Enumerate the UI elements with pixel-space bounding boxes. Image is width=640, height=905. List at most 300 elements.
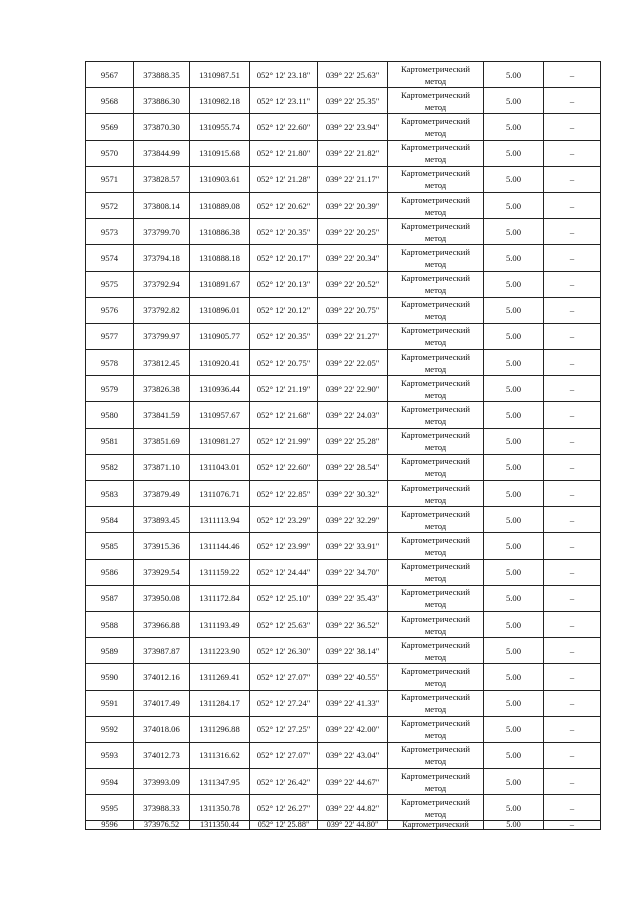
method-line: метод (424, 154, 447, 165)
longitude-cell: 039° 22' 24.03" (318, 402, 388, 428)
y-coordinate-cell: 1310896.01 (190, 297, 250, 323)
longitude-cell: 039° 22' 33.91" (318, 533, 388, 559)
longitude-cell: 039° 22' 41.33" (318, 690, 388, 716)
y-coordinate-cell: 1311269.41 (190, 664, 250, 690)
y-coordinate-cell: 1311350.78 (190, 795, 250, 821)
accuracy-cell: 5.00 (484, 533, 544, 559)
latitude-cell: 052° 12' 27.24" (250, 690, 318, 716)
table-row (86, 376, 601, 402)
y-coordinate-cell: 1311350.44 (190, 821, 250, 830)
y-coordinate-cell: 1311284.17 (190, 690, 250, 716)
table-row (86, 559, 601, 585)
table-row (86, 297, 601, 323)
method-cell (388, 795, 484, 821)
method-line: метод (424, 651, 447, 662)
longitude-cell: 039° 22' 20.52" (318, 271, 388, 297)
method-line: Картометрический (401, 168, 470, 179)
note-cell: – (544, 716, 601, 742)
point-number-cell: 9583 (86, 481, 134, 507)
method-line: Картометрический (401, 456, 470, 467)
latitude-cell: 052° 12' 21.80" (250, 140, 318, 166)
y-coordinate-cell: 1310889.08 (190, 192, 250, 218)
y-coordinate-cell: 1311172.84 (190, 585, 250, 611)
method-line: метод (424, 730, 447, 741)
method-line: Картометрический (401, 299, 470, 310)
y-coordinate-cell: 1311296.88 (190, 716, 250, 742)
longitude-cell: 039° 22' 22.05" (318, 350, 388, 376)
note-cell: – (544, 454, 601, 480)
note-cell: – (544, 402, 601, 428)
method-line: метод (424, 416, 447, 427)
accuracy-cell: 5.00 (484, 559, 544, 585)
x-coordinate-cell: 374018.06 (134, 716, 190, 742)
method-cell (388, 245, 484, 271)
x-coordinate-cell: 373844.99 (134, 140, 190, 166)
method-cell (388, 821, 484, 830)
latitude-cell: 052° 12' 21.28" (250, 166, 318, 192)
y-coordinate-cell: 1311144.46 (190, 533, 250, 559)
latitude-cell: 052° 12' 20.12" (250, 297, 318, 323)
note-cell: – (544, 219, 601, 245)
latitude-cell: 052° 12' 22.60" (250, 454, 318, 480)
point-number-cell: 9573 (86, 219, 134, 245)
table-row (86, 795, 601, 821)
latitude-cell: 052° 12' 23.18" (250, 62, 318, 88)
method-cell (388, 664, 484, 690)
method-line: Картометрический (401, 561, 470, 572)
accuracy-cell: 5.00 (484, 664, 544, 690)
latitude-cell: 052° 12' 27.07" (250, 664, 318, 690)
accuracy-cell: 5.00 (484, 192, 544, 218)
latitude-cell: 052° 12' 23.99" (250, 533, 318, 559)
method-line: Картометрический (401, 718, 470, 729)
table-row (86, 245, 601, 271)
note-cell: – (544, 245, 601, 271)
point-number-cell: 9580 (86, 402, 134, 428)
method-cell (388, 271, 484, 297)
method-line: Картометрический (401, 351, 470, 362)
method-line: метод (424, 363, 447, 374)
latitude-cell: 052° 12' 22.60" (250, 114, 318, 140)
method-line: метод (424, 494, 447, 505)
y-coordinate-cell: 1311076.71 (190, 481, 250, 507)
method-line: Картометрический (401, 534, 470, 545)
note-cell: – (544, 428, 601, 454)
note-cell: – (544, 350, 601, 376)
longitude-cell: 039° 22' 21.82" (318, 140, 388, 166)
accuracy-cell: 5.00 (484, 795, 544, 821)
coordinates-table (85, 61, 601, 830)
latitude-cell: 052° 12' 20.35" (250, 219, 318, 245)
accuracy-cell: 5.00 (484, 323, 544, 349)
y-coordinate-cell: 1311223.90 (190, 638, 250, 664)
method-line: Картометрический (401, 194, 470, 205)
method-line: Картометрический (401, 796, 470, 807)
method-line: метод (424, 337, 447, 348)
note-cell: – (544, 664, 601, 690)
latitude-cell: 052° 12' 20.35" (250, 323, 318, 349)
x-coordinate-cell: 373988.33 (134, 795, 190, 821)
latitude-cell: 052° 12' 26.27" (250, 795, 318, 821)
table-row (86, 271, 601, 297)
method-line: метод (424, 127, 447, 138)
method-line: Картометрический (401, 220, 470, 231)
point-number-cell: 9590 (86, 664, 134, 690)
latitude-cell: 052° 12' 27.25" (250, 716, 318, 742)
y-coordinate-cell: 1311316.62 (190, 742, 250, 768)
table-body (86, 62, 601, 830)
x-coordinate-cell: 373888.35 (134, 62, 190, 88)
note-cell: – (544, 559, 601, 585)
point-number-cell: 9592 (86, 716, 134, 742)
method-line: метод (424, 756, 447, 767)
longitude-cell: 039° 22' 34.70" (318, 559, 388, 585)
latitude-cell: 052° 12' 21.19" (250, 376, 318, 402)
y-coordinate-cell: 1310903.61 (190, 166, 250, 192)
table-row (86, 664, 601, 690)
note-cell: – (544, 166, 601, 192)
point-number-cell: 9570 (86, 140, 134, 166)
longitude-cell: 039° 22' 21.17" (318, 166, 388, 192)
method-line: Картометрический (401, 587, 470, 598)
longitude-cell: 039° 22' 21.27" (318, 323, 388, 349)
point-number-cell: 9589 (86, 638, 134, 664)
method-cell (388, 62, 484, 88)
method-line: метод (424, 285, 447, 296)
longitude-cell: 039° 22' 25.63" (318, 62, 388, 88)
x-coordinate-cell: 374012.16 (134, 664, 190, 690)
method-line: метод (424, 75, 447, 86)
method-line: метод (424, 206, 447, 217)
method-cell (388, 716, 484, 742)
point-number-cell: 9569 (86, 114, 134, 140)
note-cell: – (544, 769, 601, 795)
method-cell (388, 742, 484, 768)
accuracy-cell: 5.00 (484, 690, 544, 716)
x-coordinate-cell: 373893.45 (134, 507, 190, 533)
latitude-cell: 052° 12' 20.13" (250, 271, 318, 297)
note-cell: – (544, 192, 601, 218)
y-coordinate-cell: 1310955.74 (190, 114, 250, 140)
point-number-cell: 9571 (86, 166, 134, 192)
method-cell (388, 454, 484, 480)
y-coordinate-cell: 1310888.18 (190, 245, 250, 271)
method-line: Картометрический (401, 377, 470, 388)
latitude-cell: 052° 12' 27.07" (250, 742, 318, 768)
table-row (86, 769, 601, 795)
point-number-cell: 9596 (86, 821, 134, 830)
table-row (86, 742, 601, 768)
table-row (86, 192, 601, 218)
note-cell: – (544, 376, 601, 402)
point-number-cell: 9582 (86, 454, 134, 480)
y-coordinate-cell: 1310981.27 (190, 428, 250, 454)
accuracy-cell: 5.00 (484, 140, 544, 166)
accuracy-cell: 5.00 (484, 376, 544, 402)
method-cell (388, 192, 484, 218)
x-coordinate-cell: 373987.87 (134, 638, 190, 664)
accuracy-cell: 5.00 (484, 821, 544, 830)
table-row (86, 166, 601, 192)
accuracy-cell: 5.00 (484, 62, 544, 88)
accuracy-cell: 5.00 (484, 114, 544, 140)
point-number-cell: 9595 (86, 795, 134, 821)
note-cell: – (544, 271, 601, 297)
method-line: Картометрический (401, 246, 470, 257)
table-row (86, 481, 601, 507)
method-cell (388, 559, 484, 585)
note-cell: – (544, 297, 601, 323)
method-line: метод (424, 573, 447, 584)
longitude-cell: 039° 22' 20.75" (318, 297, 388, 323)
x-coordinate-cell: 373871.10 (134, 454, 190, 480)
point-number-cell: 9588 (86, 611, 134, 637)
point-number-cell: 9594 (86, 769, 134, 795)
x-coordinate-cell: 374017.49 (134, 690, 190, 716)
table-row (86, 323, 601, 349)
longitude-cell: 039° 22' 42.00" (318, 716, 388, 742)
point-number-cell: 9593 (86, 742, 134, 768)
x-coordinate-cell: 373792.94 (134, 271, 190, 297)
note-cell: – (544, 323, 601, 349)
method-line: метод (424, 546, 447, 557)
point-number-cell: 9572 (86, 192, 134, 218)
method-cell (388, 166, 484, 192)
point-number-cell: 9587 (86, 585, 134, 611)
y-coordinate-cell: 1310920.41 (190, 350, 250, 376)
method-line: Картометрический (401, 325, 470, 336)
point-number-cell: 9578 (86, 350, 134, 376)
table-row (86, 821, 601, 830)
method-line: метод (424, 180, 447, 191)
method-line: метод (424, 520, 447, 531)
method-cell (388, 481, 484, 507)
y-coordinate-cell: 1311113.94 (190, 507, 250, 533)
note-cell: – (544, 795, 601, 821)
method-cell (388, 114, 484, 140)
point-number-cell: 9568 (86, 88, 134, 114)
latitude-cell: 052° 12' 25.63" (250, 611, 318, 637)
table-row (86, 350, 601, 376)
x-coordinate-cell: 373851.69 (134, 428, 190, 454)
longitude-cell: 039° 22' 44.80" (318, 821, 388, 830)
point-number-cell: 9576 (86, 297, 134, 323)
method-cell (388, 297, 484, 323)
note-cell: – (544, 481, 601, 507)
y-coordinate-cell: 1310886.38 (190, 219, 250, 245)
x-coordinate-cell: 374012.73 (134, 742, 190, 768)
latitude-cell: 052° 12' 25.10" (250, 585, 318, 611)
method-line: Картометрический (401, 665, 470, 676)
table-row (86, 88, 601, 114)
accuracy-cell: 5.00 (484, 297, 544, 323)
point-number-cell: 9585 (86, 533, 134, 559)
method-line: Картометрический (401, 770, 470, 781)
x-coordinate-cell: 373841.59 (134, 402, 190, 428)
accuracy-cell: 5.00 (484, 350, 544, 376)
longitude-cell: 039° 22' 30.32" (318, 481, 388, 507)
longitude-cell: 039° 22' 20.39" (318, 192, 388, 218)
note-cell: – (544, 690, 601, 716)
method-cell (388, 350, 484, 376)
table-row (86, 114, 601, 140)
note-cell: – (544, 114, 601, 140)
method-line: Картометрический (401, 404, 470, 415)
x-coordinate-cell: 373966.88 (134, 611, 190, 637)
point-number-cell: 9567 (86, 62, 134, 88)
method-line: Картометрический (401, 744, 470, 755)
point-number-cell: 9577 (86, 323, 134, 349)
note-cell: – (544, 62, 601, 88)
method-line: метод (424, 782, 447, 793)
method-cell (388, 219, 484, 245)
table-row (86, 638, 601, 664)
x-coordinate-cell: 373976.52 (134, 821, 190, 830)
accuracy-cell: 5.00 (484, 481, 544, 507)
table-row (86, 716, 601, 742)
x-coordinate-cell: 373812.45 (134, 350, 190, 376)
method-line: Картометрический (401, 273, 470, 284)
longitude-cell: 039° 22' 25.28" (318, 428, 388, 454)
method-cell (388, 638, 484, 664)
longitude-cell: 039° 22' 38.14" (318, 638, 388, 664)
method-cell (388, 428, 484, 454)
x-coordinate-cell: 373826.38 (134, 376, 190, 402)
longitude-cell: 039° 22' 20.25" (318, 219, 388, 245)
latitude-cell: 052° 12' 20.75" (250, 350, 318, 376)
y-coordinate-cell: 1311043.01 (190, 454, 250, 480)
method-cell (388, 140, 484, 166)
longitude-cell: 039° 22' 23.94" (318, 114, 388, 140)
method-line: Картометрический (401, 63, 470, 74)
y-coordinate-cell: 1310987.51 (190, 62, 250, 88)
y-coordinate-cell: 1310905.77 (190, 323, 250, 349)
method-line: метод (424, 677, 447, 688)
accuracy-cell: 5.00 (484, 402, 544, 428)
latitude-cell: 052° 12' 21.68" (250, 402, 318, 428)
y-coordinate-cell: 1311193.49 (190, 611, 250, 637)
note-cell: – (544, 742, 601, 768)
method-cell (388, 769, 484, 795)
method-cell (388, 585, 484, 611)
table-row (86, 454, 601, 480)
method-line: метод (424, 442, 447, 453)
accuracy-cell: 5.00 (484, 585, 544, 611)
longitude-cell: 039° 22' 35.43" (318, 585, 388, 611)
accuracy-cell: 5.00 (484, 454, 544, 480)
method-line: метод (424, 258, 447, 269)
method-cell (388, 690, 484, 716)
method-line: Картометрический (401, 508, 470, 519)
point-number-cell: 9575 (86, 271, 134, 297)
method-line: Картометрический (401, 613, 470, 624)
accuracy-cell: 5.00 (484, 219, 544, 245)
point-number-cell: 9574 (86, 245, 134, 271)
x-coordinate-cell: 373929.54 (134, 559, 190, 585)
accuracy-cell: 5.00 (484, 716, 544, 742)
y-coordinate-cell: 1310915.68 (190, 140, 250, 166)
table-row (86, 585, 601, 611)
y-coordinate-cell: 1311159.22 (190, 559, 250, 585)
point-number-cell: 9584 (86, 507, 134, 533)
note-cell: – (544, 533, 601, 559)
note-cell: – (544, 507, 601, 533)
method-line: метод (424, 101, 447, 112)
accuracy-cell: 5.00 (484, 742, 544, 768)
method-line: метод (424, 704, 447, 715)
method-cell (388, 402, 484, 428)
longitude-cell: 039° 22' 20.34" (318, 245, 388, 271)
x-coordinate-cell: 373808.14 (134, 192, 190, 218)
accuracy-cell: 5.00 (484, 428, 544, 454)
longitude-cell: 039° 22' 36.52" (318, 611, 388, 637)
longitude-cell: 039° 22' 44.67" (318, 769, 388, 795)
latitude-cell: 052° 12' 24.44" (250, 559, 318, 585)
accuracy-cell: 5.00 (484, 271, 544, 297)
latitude-cell: 052° 12' 20.17" (250, 245, 318, 271)
table-row (86, 611, 601, 637)
y-coordinate-cell: 1311347.95 (190, 769, 250, 795)
method-cell (388, 88, 484, 114)
table-row (86, 533, 601, 559)
point-number-cell: 9579 (86, 376, 134, 402)
method-line: Картометрический (401, 115, 470, 126)
method-line: Картометрический (402, 820, 469, 830)
latitude-cell: 052° 12' 21.99" (250, 428, 318, 454)
x-coordinate-cell: 373950.08 (134, 585, 190, 611)
latitude-cell: 052° 12' 23.29" (250, 507, 318, 533)
method-cell (388, 507, 484, 533)
table-row (86, 219, 601, 245)
latitude-cell: 052° 12' 20.62" (250, 192, 318, 218)
table-row (86, 428, 601, 454)
method-line: метод (424, 625, 447, 636)
x-coordinate-cell: 373799.97 (134, 323, 190, 349)
method-line: Картометрический (401, 430, 470, 441)
table-row (86, 507, 601, 533)
longitude-cell: 039° 22' 43.04" (318, 742, 388, 768)
method-line: метод (424, 808, 447, 819)
table-row (86, 402, 601, 428)
method-cell (388, 323, 484, 349)
latitude-cell: 052° 12' 26.30" (250, 638, 318, 664)
method-line: Картометрический (401, 692, 470, 703)
point-number-cell: 9586 (86, 559, 134, 585)
method-cell (388, 533, 484, 559)
latitude-cell: 052° 12' 26.42" (250, 769, 318, 795)
y-coordinate-cell: 1310982.18 (190, 88, 250, 114)
y-coordinate-cell: 1310957.67 (190, 402, 250, 428)
note-cell: – (544, 638, 601, 664)
accuracy-cell: 5.00 (484, 638, 544, 664)
latitude-cell: 052° 12' 23.11" (250, 88, 318, 114)
longitude-cell: 039° 22' 32.29" (318, 507, 388, 533)
x-coordinate-cell: 373799.70 (134, 219, 190, 245)
method-line: Картометрический (401, 142, 470, 153)
accuracy-cell: 5.00 (484, 507, 544, 533)
x-coordinate-cell: 373879.49 (134, 481, 190, 507)
accuracy-cell: 5.00 (484, 611, 544, 637)
method-line: метод (424, 311, 447, 322)
x-coordinate-cell: 373993.09 (134, 769, 190, 795)
note-cell: – (544, 140, 601, 166)
x-coordinate-cell: 373915.36 (134, 533, 190, 559)
note-cell: – (544, 821, 601, 830)
method-line: Картометрический (401, 639, 470, 650)
table-row (86, 690, 601, 716)
note-cell: – (544, 611, 601, 637)
accuracy-cell: 5.00 (484, 769, 544, 795)
